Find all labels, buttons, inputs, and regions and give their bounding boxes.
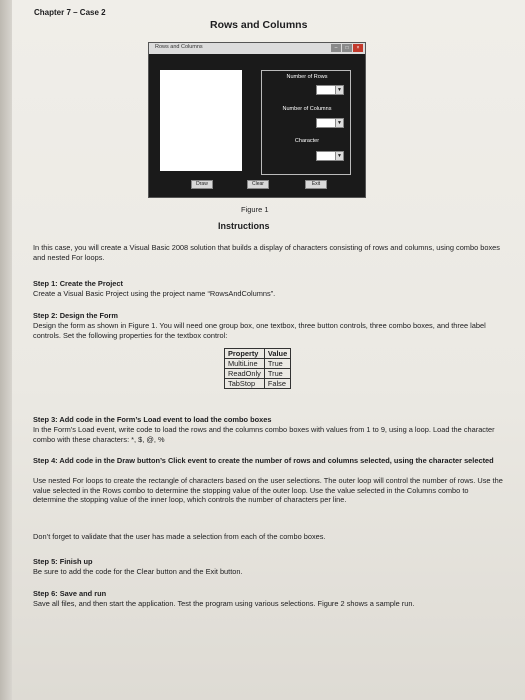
- table-row: [225, 379, 291, 389]
- table-header-cell: Property: [225, 349, 265, 359]
- table-cell: False: [264, 379, 290, 389]
- table-cell: True: [264, 369, 290, 379]
- page-edge-shadow: [0, 0, 12, 700]
- table-cell: MultiLine: [225, 359, 265, 369]
- figure-form-window: [148, 42, 366, 198]
- table-cell: TabStop: [225, 379, 265, 389]
- step3-text: In the Form’s Load event, write code to load the rows and the columns combo boxes with values from 1 to 9, using a loop. Load the character combo with these characters: *, $, @, %: [33, 425, 495, 444]
- exit-button[interactable]: Exit: [305, 180, 327, 189]
- validate-note: Don’t forget to validate that the user has made a selection from each of the combo boxes.: [33, 532, 326, 541]
- intro-paragraph: In this case, you will create a Visual Basic 2008 solution that builds a display of characters consisting of rows and columns, using combo boxes and nested For loops.: [33, 243, 500, 262]
- table-cell: ReadOnly: [225, 369, 265, 379]
- step6-title: Step 6: Save and run: [33, 589, 107, 598]
- chevron-down-icon[interactable]: ▼: [335, 119, 343, 127]
- options-groupbox: [261, 70, 351, 175]
- step1-title: Step 1: Create the Project: [33, 279, 123, 288]
- step5-text: Be sure to add the code for the Clear button and the Exit button.: [33, 567, 243, 576]
- chevron-down-icon[interactable]: ▼: [335, 152, 343, 160]
- character-label: Character: [294, 138, 320, 144]
- columns-combo[interactable]: [316, 118, 344, 128]
- table-row: [225, 369, 291, 379]
- page-title: Rows and Columns: [210, 19, 308, 31]
- chevron-down-icon[interactable]: ▼: [335, 86, 343, 94]
- instructions-heading: Instructions: [218, 221, 270, 231]
- step2-text: Design the form as shown in Figure 1. You will need one group box, one textbox, three button controls, three combo boxes, and three label controls. Set the following properties for the textbox control:: [33, 321, 486, 340]
- rows-combo[interactable]: [316, 85, 344, 95]
- step5-title: Step 5: Finish up: [33, 557, 93, 566]
- maximize-icon[interactable]: □: [342, 44, 352, 52]
- step4-title: Step 4: Add code in the Draw button’s Click event to create the number of rows and columns selected, using the character selected: [33, 456, 494, 465]
- draw-button[interactable]: Draw: [191, 180, 213, 189]
- character-combo[interactable]: [316, 151, 344, 161]
- close-icon[interactable]: ×: [353, 44, 363, 52]
- window-title: Rows and Columns: [155, 44, 203, 50]
- window-titlebar: [149, 43, 365, 54]
- figure-caption: Figure 1: [241, 205, 269, 214]
- output-textbox[interactable]: [160, 70, 242, 171]
- step2-title: Step 2: Design the Form: [33, 311, 119, 320]
- table-header-cell: Value: [264, 349, 290, 359]
- textbox-properties-table: [224, 348, 291, 389]
- rows-label: Number of Rows: [286, 74, 328, 80]
- chapter-heading: Chapter 7 – Case 2: [34, 8, 106, 17]
- table-header-row: [225, 349, 291, 359]
- table-row: [225, 359, 291, 369]
- step3-title: Step 3: Add code in the Form’s Load event to load the combo boxes: [33, 415, 272, 424]
- minimize-icon[interactable]: –: [331, 44, 341, 52]
- table-cell: True: [264, 359, 290, 369]
- window-controls: [331, 44, 363, 52]
- step6-text: Save all files, and then start the application. Test the program using various selections. Figure 2 shows a sample run.: [33, 599, 415, 608]
- step4-text: Use nested For loops to create the rectangle of characters based on the user selections. The outer loop will control the number of rows. Use the value selected in the Rows combo to determine the stopping value of the outer loop. Use the value selected in the Columns combo to determine the stopping value of the inner loop, which controls the number of characters per line.: [33, 476, 503, 505]
- step1-text: Create a Visual Basic Project using the project name “RowsAndColumns”.: [33, 289, 276, 298]
- columns-label: Number of Columns: [282, 106, 332, 112]
- clear-button[interactable]: Clear: [247, 180, 269, 189]
